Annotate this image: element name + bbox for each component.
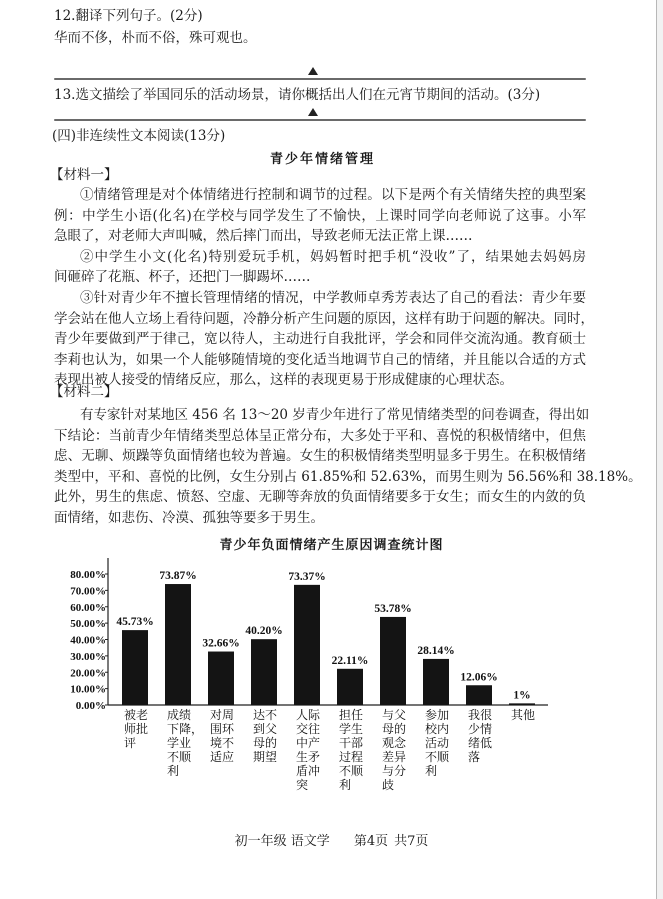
x-category-label: 盾冲 xyxy=(296,764,321,778)
x-category-label: 过程 xyxy=(339,750,364,764)
x-category-label: 学业 xyxy=(167,736,192,750)
x-category-label: 生矛 xyxy=(296,750,321,764)
x-category-label: 期望 xyxy=(253,750,278,764)
x-category-label: 担任 xyxy=(339,708,364,722)
x-category-label: 评 xyxy=(124,736,137,750)
bar xyxy=(337,669,363,705)
bar xyxy=(122,630,148,705)
x-category-label: 差异 xyxy=(382,750,407,764)
paragraph-line: 类型中，平和、喜悦的比例，女生分别占 61.85%和 52.63%，而男生则为 56.56%和 38.18%。 xyxy=(54,468,642,485)
x-category-label: 达不 xyxy=(253,708,278,722)
footer-page-number: 第4页 xyxy=(353,834,389,849)
bar-value-label: 1% xyxy=(513,689,531,702)
question-13-prompt: 13.选文描绘了举国同乐的活动场景，请你概括出人们在元宵节期间的活动。(3分) xyxy=(54,87,541,103)
x-category-label: 不顺 xyxy=(339,764,364,778)
page-footer xyxy=(0,830,663,849)
bar-value-label: 22.11% xyxy=(331,654,369,667)
bar-chart xyxy=(0,550,600,810)
paragraph-line: 急眼了，对老师大声叫喊，然后摔门而出，导致老师无法正常上课…… xyxy=(54,228,473,245)
x-category-label: 与分 xyxy=(382,764,407,778)
x-category-label: 利 xyxy=(425,764,438,778)
answer-line-12[interactable] xyxy=(54,78,586,80)
paragraph-line: ①情绪管理是对个体情绪进行控制和调节的过程。以下是两个有关情绪失控的典型案 xyxy=(80,187,586,203)
answer-marker-icon xyxy=(308,108,318,116)
paragraph-line: 学会站在他人立场上看待问题，冷静分析产生问题的原因，这样有助于问题的解决。同时， xyxy=(54,310,594,327)
x-category-label: 围环 xyxy=(210,722,235,736)
x-category-label: 适应 xyxy=(210,750,235,764)
x-category-label: 母的 xyxy=(382,722,407,736)
question-12-sentence: 华而不侈，朴而不俗，殊可观也。 xyxy=(54,30,257,46)
paragraph-line: 下结论：当前青少年情绪类型总体呈正常分布，大多处于平和、喜悦的积极情绪中，但焦 xyxy=(54,427,586,444)
answer-marker-icon xyxy=(308,67,318,75)
paragraph-line: 间砸碎了花瓶、杯子，还把门一脚踢坏…… xyxy=(54,269,311,286)
y-tick-label: 70.00% xyxy=(70,585,106,598)
bar xyxy=(208,652,234,705)
bar-value-label: 40.20% xyxy=(245,625,283,638)
paragraph-line: 青少年要做到严于律己，宽以待人，主动进行自我批评，学会和同伴交流沟通。教育硕士 xyxy=(54,331,586,348)
y-tick-label: 10.00% xyxy=(70,683,106,696)
x-category-label: 人际 xyxy=(296,708,321,722)
x-category-label: 活动 xyxy=(425,736,450,750)
bar xyxy=(251,639,277,705)
x-category-label: 与父 xyxy=(382,708,407,722)
paragraph-line: ③针对青少年不擅长管理情绪的情况，中学教师卓秀芳表达了自己的看法：青少年要 xyxy=(80,290,586,306)
bar xyxy=(466,685,492,705)
paragraph-line: 虑、无聊、烦躁等负面情绪也较为普遍。女生的积极情绪类型明显多于男生。在积极情绪 xyxy=(54,448,586,465)
bar xyxy=(423,659,449,705)
x-category-label: 交往 xyxy=(296,722,321,736)
x-category-label: 不顺 xyxy=(167,750,192,764)
answer-line-13[interactable] xyxy=(54,119,586,121)
x-category-label: 其他 xyxy=(511,708,536,722)
bar-value-label: 73.87% xyxy=(159,570,197,583)
paragraph-line: 例：中学生小语(化名)在学校与同学发生了不愉快，上课时同学向老师说了这事。小军 xyxy=(54,207,586,224)
material-1-label: 【材料一】 xyxy=(50,167,118,183)
paragraph-line: 李莉也认为，如果一个人能够随情境的变化适当地调节自己的情绪，并且能以合适的方式 xyxy=(54,351,586,368)
y-tick-label: 30.00% xyxy=(70,650,106,663)
bar xyxy=(294,585,320,705)
x-category-label: 被老 xyxy=(124,708,149,722)
footer-total-pages: 共7页 xyxy=(394,834,429,849)
x-category-label: 成绩 xyxy=(167,708,192,722)
bar xyxy=(165,584,191,705)
question-12-prompt: 12.翻译下列句子。(2分) xyxy=(54,8,203,24)
x-category-label: 绪低 xyxy=(468,736,493,750)
x-category-label: 利 xyxy=(339,778,352,792)
x-category-label: 到父 xyxy=(253,722,278,736)
material-2-label: 【材料二】 xyxy=(50,384,118,400)
paragraph-line: 此外，男生的焦虑、愤怒、空虚、无聊等奔放的负面情绪要多于女生；而女生的内敛的负 xyxy=(54,489,586,506)
x-category-label: 师批 xyxy=(124,722,149,736)
x-category-label: 下降， xyxy=(167,722,204,736)
paragraph-line: 面情绪，如悲伤、冷漠、孤独等要多于男生。 xyxy=(54,510,324,526)
x-category-label: 学生 xyxy=(339,722,364,736)
paragraph-line: 表现出被人接受的情绪反应，那么，这样的表现更易于形成健康的心理状态。 xyxy=(54,372,513,389)
x-category-label: 少情 xyxy=(468,722,493,736)
page-edge-strip xyxy=(657,0,663,899)
paragraph-line: ②中学生小文(化名)特别爱玩手机，妈妈暂时把手机“没收”了，结果她去妈妈房 xyxy=(80,248,586,265)
bar-value-label: 53.78% xyxy=(374,602,412,615)
y-tick-label: 20.00% xyxy=(70,667,106,680)
x-category-label: 我很 xyxy=(468,708,493,722)
x-category-label: 落 xyxy=(468,750,481,764)
x-category-label: 中产 xyxy=(296,736,321,750)
bar-value-label: 28.14% xyxy=(417,644,455,657)
section-heading: (四)非连续性文本阅读(13分) xyxy=(52,128,226,144)
footer-grade-subject: 初一年级 语文学 xyxy=(234,834,330,849)
x-category-label: 观念 xyxy=(382,736,407,750)
x-category-label: 参加 xyxy=(425,708,450,722)
bar-value-label: 45.73% xyxy=(116,616,154,629)
x-category-label: 利 xyxy=(167,764,180,778)
x-category-label: 校内 xyxy=(425,722,450,736)
x-category-label: 境不 xyxy=(210,736,235,750)
chart-title: 青少年负面情绪产生原因调查统计图 xyxy=(219,538,444,553)
x-category-label: 干部 xyxy=(339,736,364,750)
x-category-label: 对周 xyxy=(210,708,235,722)
y-tick-label: 60.00% xyxy=(70,601,106,614)
x-category-label: 突 xyxy=(296,778,309,792)
y-tick-label: 80.00% xyxy=(70,569,106,581)
bar xyxy=(509,703,535,705)
x-category-label: 歧 xyxy=(382,778,395,792)
y-tick-label: 50.00% xyxy=(70,618,106,631)
bar-value-label: 32.66% xyxy=(202,637,240,650)
bar xyxy=(380,617,406,705)
bar-value-label: 73.37% xyxy=(288,570,326,583)
x-category-label: 不顺 xyxy=(425,750,450,764)
y-tick-label: 40.00% xyxy=(70,634,106,647)
y-tick-label: 0.00% xyxy=(75,700,106,712)
article-title: 青少年情绪管理 xyxy=(270,152,376,167)
bar-value-label: 12.06% xyxy=(460,671,498,684)
paragraph-line: 有专家针对某地区 456 名 13～20 岁青少年进行了常见情绪类型的问卷调查，得出如 xyxy=(80,407,590,423)
x-category-label: 母的 xyxy=(253,736,278,750)
